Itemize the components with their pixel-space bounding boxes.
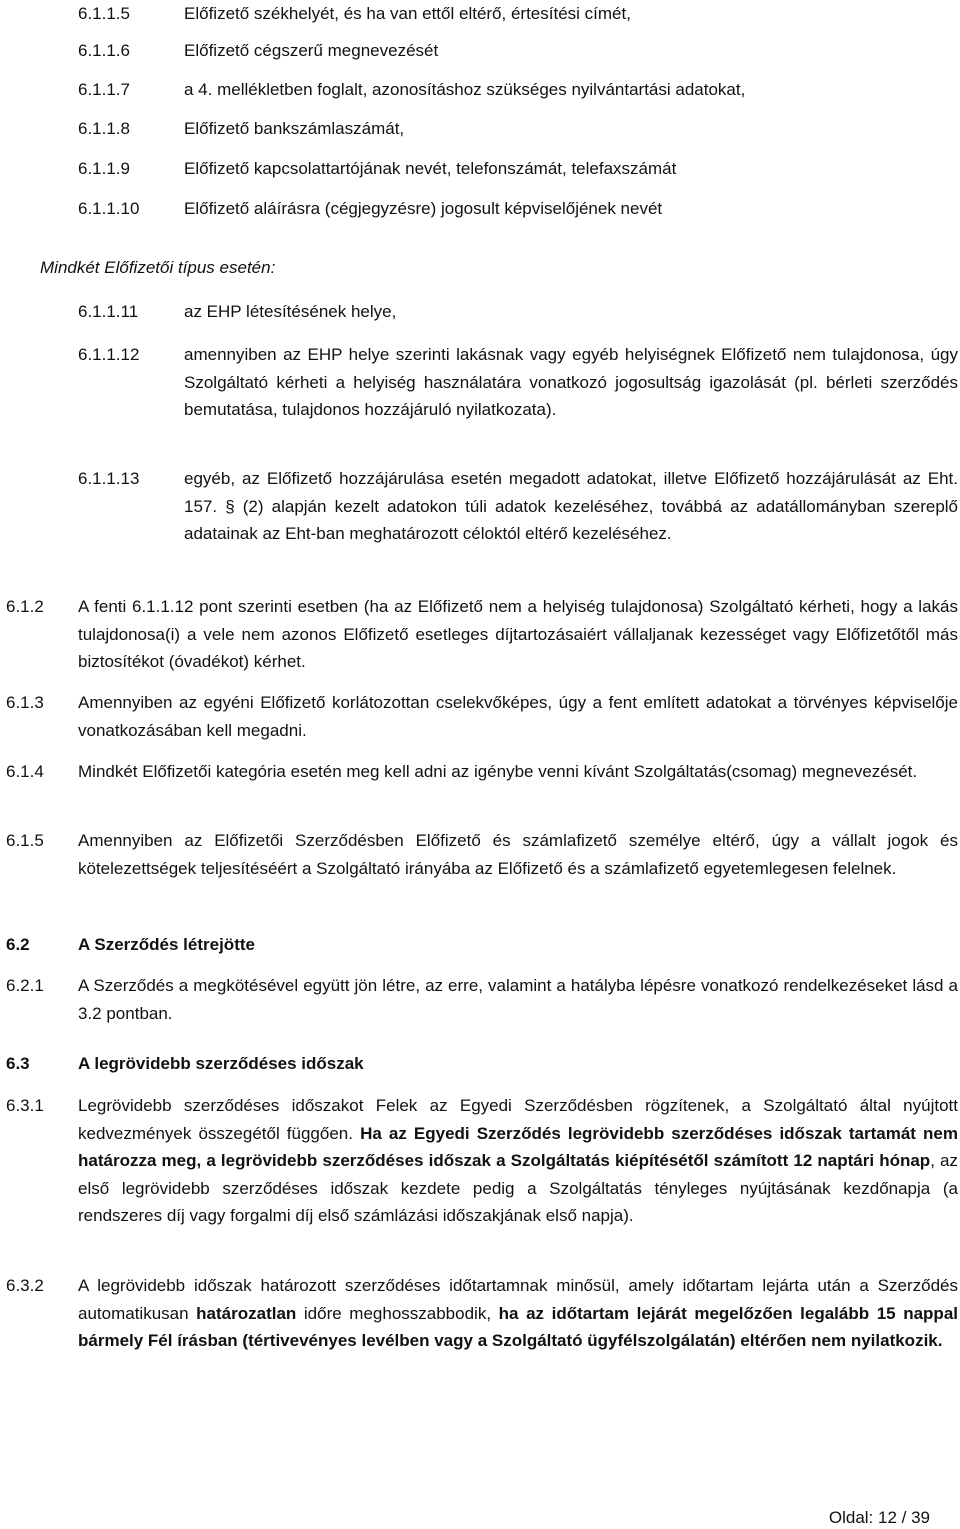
item-text: Előfizető bankszámlaszámát,	[184, 119, 405, 138]
section-heading	[6, 1050, 958, 1078]
item-number: 6.1.1.9	[78, 159, 130, 178]
item-text: a 4. mellékletben foglalt, azonosításhoz szükséges nyilvántartási adatokat,	[184, 80, 746, 99]
section-number: 6.2.1	[6, 976, 44, 995]
item-text: Előfizető aláírásra (cégjegyzésre) jogosult képviselőjének nevét	[184, 199, 663, 218]
section-paragraph	[6, 972, 958, 1027]
section-text: Amennyiben az egyéni Előfizető korlátozottan cselekvőképes, úgy a fent említett adatokat a törvényes képviselője vonatkozásában kell megadni.	[78, 693, 958, 740]
section-text: Amennyiben az Előfizetői Szerződésben Előfizető és számlafizető személye eltérő, úgy a vállalt jogok és kötelezettségek teljesítéséért a Szolgáltató irányába az Előfizető és a számlafizető egyetemlegesen felelnek.	[78, 831, 958, 878]
section-text: A Szerződés a megkötésével együtt jön létre, az erre, valamint a hatályba lépésre vonatkozó rendelkezéseket lásd a 3.2 pontban.	[78, 976, 958, 1023]
text-run: Legrövidebb szerződéses időszakot Felek az Egyedi Szerződésben rögzítenek, a Szolgáltató által nyújtott kedvezmények összegétől függően.	[78, 1096, 958, 1143]
text-run: , az első legrövidebb szerződéses időszak kezdete pedig a Szolgáltatás tényleges nyújtásának kezdőnapja (a rendszeres díj vagy forgalmi díj első számlázási időszakjának első napja).	[78, 1151, 958, 1225]
section-text	[78, 1092, 958, 1230]
section-text: A fenti 6.1.1.12 pont szerinti esetben (ha az Előfizető nem a helyiség tulajdonosa) Szolgáltató kérheti, hogy a lakás tulajdonosa(i) a vele nem azonos Előfizető esetleges díjtartozásaiért vállaljanak kezességet vagy Előfizetőtől más biztosítékot (óvadékot) kérhet.	[78, 597, 958, 671]
item-number: 6.1.1.6	[78, 41, 130, 60]
section-text	[78, 1272, 958, 1355]
section-number: 6.1.4	[6, 762, 44, 781]
section-text: Mindkét Előfizetői kategória esetén meg kell adni az igénybe venni kívánt Szolgáltatás(csomag) megnevezését.	[78, 762, 918, 781]
heading-number: 6.3	[6, 1054, 30, 1073]
section-number: 6.1.3	[6, 693, 44, 712]
item-text: Előfizető cégszerű megnevezését	[184, 41, 439, 60]
list-item	[78, 465, 958, 548]
section-paragraph	[6, 827, 958, 882]
text-run: A legrövidebb időszak határozott szerződéses időtartamnak minősül, amely időtartam lejárta után a Szerződés automatikusan	[78, 1276, 958, 1323]
section-number: 6.3.2	[6, 1276, 44, 1295]
section-number: 6.1.2	[6, 597, 44, 616]
list-item	[78, 115, 938, 143]
item-text: Előfizető székhelyét, és ha van ettől eltérő, értesítési címét,	[184, 4, 631, 23]
list-item	[78, 37, 938, 65]
list-item	[78, 298, 958, 326]
section-paragraph	[6, 593, 958, 676]
section-number: 6.1.5	[6, 831, 44, 850]
bold-run: Ha az Egyedi Szerződés legrövidebb szerződéses időszak tartamát nem határozza meg, a legrövidebb szerződéses időszak a Szolgáltatás kiépítésétől számított 12 naptári hónap	[78, 1123, 958, 1170]
list-item	[78, 0, 938, 28]
item-number: 6.1.1.5	[78, 4, 130, 23]
item-text: egyéb, az Előfizető hozzájárulása esetén megadott adatokat, illetve Előfizető hozzájárulását az Eht. 157. § (2) alapján kezelt adatokon túli adatok kezeléséhez, továbbá az adatállományban szereplő adatainak az Eht-ban meghatározott céloktól eltérő kezeléséhez.	[184, 469, 958, 543]
subheading	[40, 254, 920, 282]
text-run: időre meghosszabbodik,	[303, 1303, 492, 1323]
section-number: 6.3.1	[6, 1096, 44, 1115]
heading-number: 6.2	[6, 935, 30, 954]
item-text: amennyiben az EHP helye szerinti lakásnak vagy egyéb helyiségnek Előfizető nem tulajdonosa, úgy Szolgáltató kérheti a helyiség használatára vonatkozó jogosultság igazolását (pl. bérleti szerződés bemutatása, tulajdonos hozzájáruló nyilatkozata).	[184, 345, 958, 419]
heading-title: A legrövidebb szerződéses időszak	[78, 1054, 364, 1073]
list-item	[78, 76, 938, 104]
item-number: 6.1.1.12	[78, 345, 140, 364]
section-paragraph	[6, 758, 958, 786]
item-number: 6.1.1.10	[78, 199, 140, 218]
subheading-text: Mindkét Előfizetői típus esetén:	[40, 258, 276, 277]
item-number: 6.1.1.13	[78, 469, 140, 488]
bold-run: határozatlan	[196, 1303, 297, 1323]
section-heading	[6, 931, 958, 959]
list-item	[78, 195, 938, 223]
item-number: 6.1.1.11	[78, 302, 139, 321]
list-item	[78, 341, 958, 424]
section-paragraph	[6, 1272, 958, 1355]
list-item	[78, 155, 938, 183]
bold-run: ha az időtartam lejárát megelőzően legalább 15 nappal bármely Fél írásban (tértivevényes levélben vagy a Szolgáltató ügyfélszolgálatán) eltérően nem nyilatkozik.	[78, 1303, 958, 1350]
section-paragraph	[6, 1092, 958, 1230]
item-number: 6.1.1.8	[78, 119, 130, 138]
section-paragraph	[6, 689, 958, 744]
item-text: az EHP létesítésének helye,	[184, 302, 397, 321]
page-number: Oldal: 12 / 39	[828, 1508, 930, 1527]
item-text: Előfizető kapcsolattartójának nevét, telefonszámát, telefaxszámát	[184, 159, 677, 178]
item-number: 6.1.1.7	[78, 80, 130, 99]
heading-title: A Szerződés létrejötte	[78, 935, 255, 954]
